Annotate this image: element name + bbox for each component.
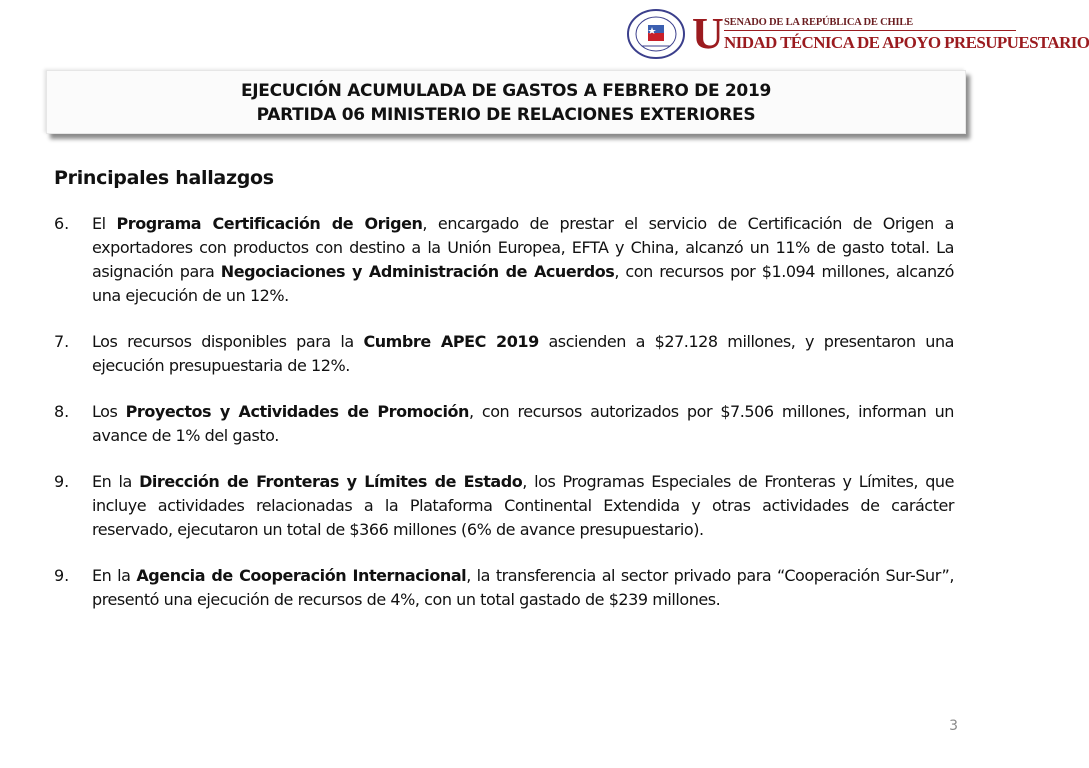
- item-text-run: , la transferencia al sector privado para “Cooperación Sur-Sur”, presentó una ejecución de recursos de 4%, con un total gastado de $239 millones.: [92, 566, 954, 609]
- item-text: [92, 470, 954, 542]
- item-text-run: , los Programas Especiales de Fronteras y Límites, que incluye actividades relacionadas a la Plataforma Continental Extendida y otras actividades de carácter reservado, ejecutaron un total de $366 millones (6% de avance presupuestario).: [92, 472, 954, 539]
- org-name-large: NIDAD TÉCNICA DE APOYO PRESUPUESTARIO: [724, 33, 1089, 52]
- item-text: [92, 212, 954, 308]
- list-item: [54, 212, 954, 308]
- item-text: [92, 564, 954, 612]
- item-text-run: , encargado de prestar el servicio de Certificación de Origen a exportadores con productos con destino a la Unión Europea, EFTA y China, alcanzó un 11% de gasto total. La asignación para: [92, 214, 955, 281]
- item-text: [92, 400, 954, 448]
- item-text-run: El: [92, 214, 117, 233]
- item-highlight: Agencia de Cooperación Internacional: [136, 566, 467, 585]
- page-number: 3: [949, 718, 958, 734]
- item-text-run: , con recursos por $1.094 millones, alcanzó una ejecución de un 12%.: [92, 262, 954, 305]
- title-box: [46, 70, 966, 134]
- senate-logo: [626, 8, 1089, 60]
- item-text: [92, 330, 954, 378]
- org-divider: [724, 30, 1016, 31]
- item-highlight: Proyectos y Actividades de Promoción: [125, 402, 469, 421]
- item-text-run: Los recursos disponibles para la: [92, 332, 364, 351]
- org-name-small: SENADO DE LA REPÚBLICA DE CHILE: [724, 17, 913, 28]
- item-highlight: Cumbre APEC 2019: [363, 332, 539, 351]
- list-item: [54, 400, 954, 448]
- findings-list: [54, 212, 954, 634]
- item-text-run: , con recursos autorizados por $7.506 millones, informan un avance de 1% del gasto.: [92, 402, 954, 445]
- senate-seal-icon: [626, 8, 686, 60]
- title-line-1: EJECUCIÓN ACUMULADA DE GASTOS A FEBRERO DE 2019: [240, 81, 772, 101]
- item-number: 9.: [54, 472, 70, 491]
- item-number: 8.: [54, 402, 70, 421]
- item-highlight: Programa Certificación de Origen: [116, 214, 423, 233]
- item-highlight: Negociaciones y Administración de Acuerdos: [220, 262, 615, 281]
- item-number: 6.: [54, 214, 70, 233]
- list-item: [54, 330, 954, 378]
- item-text-run: En la: [92, 472, 140, 491]
- item-text-run: ascienden a $27.128 millones, y presentaron una ejecución presupuestaria de 12%.: [92, 332, 954, 375]
- section-heading: Principales hallazgos: [54, 167, 274, 189]
- item-text-run: En la: [92, 566, 137, 585]
- item-text-run: Los: [92, 402, 126, 421]
- item-number: 9.: [54, 566, 70, 585]
- item-highlight: Dirección de Fronteras y Límites de Estado: [139, 472, 523, 491]
- item-number: 7.: [54, 332, 70, 351]
- org-initial: U: [692, 9, 724, 58]
- list-item: [54, 470, 954, 542]
- list-item: [54, 564, 954, 612]
- title-line-2: PARTIDA 06 MINISTERIO DE RELACIONES EXTERIORES: [256, 105, 756, 125]
